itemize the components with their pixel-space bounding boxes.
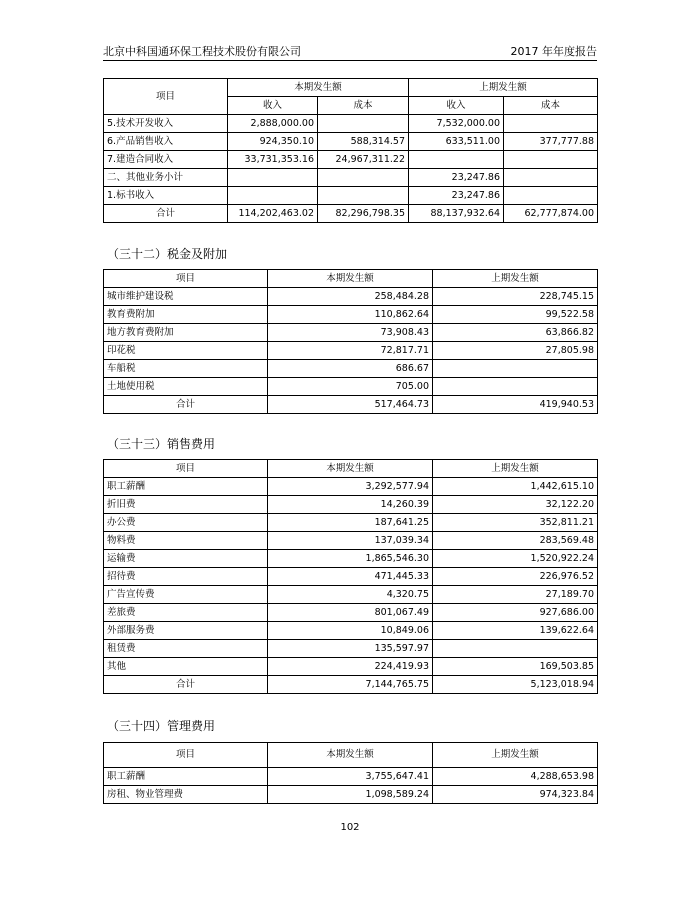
row-value-pri: 352,811.21 — [433, 514, 598, 532]
row-value-pri-cost — [504, 169, 598, 187]
total-label: 合计 — [104, 676, 268, 694]
col-header-current: 本期发生额 — [268, 743, 433, 768]
row-value-pri: 99,522.58 — [433, 306, 598, 324]
row-label: 物料费 — [104, 532, 268, 550]
table-row — [104, 550, 598, 568]
row-value-cur: 705.00 — [268, 378, 433, 396]
row-label: 地方教育费附加 — [104, 324, 268, 342]
table-row — [104, 622, 598, 640]
col-header-prior-income: 收入 — [409, 97, 504, 115]
row-value-pri-cost — [504, 115, 598, 133]
total-current-income: 114,202,463.02 — [228, 205, 318, 223]
header-divider — [103, 60, 597, 61]
col-header-item: 项目 — [104, 270, 268, 288]
row-value-cur-income: 33,731,353.16 — [228, 151, 318, 169]
row-label: 招待费 — [104, 568, 268, 586]
table-row — [104, 568, 598, 586]
row-label: 教育费附加 — [104, 306, 268, 324]
row-value-pri: 226,976.52 — [433, 568, 598, 586]
row-value-cur-cost: 24,967,311.22 — [318, 151, 409, 169]
row-label: 广告宣传费 — [104, 586, 268, 604]
row-value-pri: 1,520,922.24 — [433, 550, 598, 568]
table-row — [104, 288, 598, 306]
row-value-cur: 73,908.43 — [268, 324, 433, 342]
row-label: 其他 — [104, 658, 268, 676]
row-value-cur: 135,597.97 — [268, 640, 433, 658]
row-label: 租赁费 — [104, 640, 268, 658]
row-label: 二、其他业务小计 — [104, 169, 228, 187]
row-label: 外部服务费 — [104, 622, 268, 640]
row-value-pri: 4,288,653.98 — [433, 768, 598, 786]
row-label: 职工薪酬 — [104, 478, 268, 496]
row-label: 印花税 — [104, 342, 268, 360]
row-value-pri — [433, 360, 598, 378]
row-label: 6.产品销售收入 — [104, 133, 228, 151]
total-prior: 5,123,018.94 — [433, 676, 598, 694]
table-row — [104, 786, 598, 804]
table-row — [104, 306, 598, 324]
row-value-pri: 974,323.84 — [433, 786, 598, 804]
row-value-cur: 4,320.75 — [268, 586, 433, 604]
row-value-pri-cost — [504, 187, 598, 205]
col-header-prior-cost: 成本 — [504, 97, 598, 115]
row-value-cur-cost — [318, 169, 409, 187]
row-value-cur: 1,865,546.30 — [268, 550, 433, 568]
row-value-cur: 224,419.93 — [268, 658, 433, 676]
row-value-cur: 187,641.25 — [268, 514, 433, 532]
table-body — [104, 768, 598, 804]
total-prior-income: 88,137,932.64 — [409, 205, 504, 223]
table-row — [104, 360, 598, 378]
row-value-cur-cost — [318, 115, 409, 133]
table-row — [104, 187, 598, 205]
col-header-current: 本期发生额 — [268, 270, 433, 288]
row-value-pri: 1,442,615.10 — [433, 478, 598, 496]
admin-expenses-table — [103, 742, 598, 804]
table-row — [104, 115, 598, 133]
row-value-cur-cost: 588,314.57 — [318, 133, 409, 151]
table-row — [104, 640, 598, 658]
table-body — [104, 115, 598, 205]
row-value-cur-income — [228, 169, 318, 187]
row-value-pri — [433, 640, 598, 658]
total-label: 合计 — [104, 396, 268, 414]
row-value-cur-income — [228, 187, 318, 205]
row-label: 办公费 — [104, 514, 268, 532]
page-header — [103, 43, 597, 59]
row-value-cur-income: 2,888,000.00 — [228, 115, 318, 133]
col-header-item: 项目 — [104, 79, 228, 115]
row-value-cur: 10,849.06 — [268, 622, 433, 640]
row-value-pri: 228,745.15 — [433, 288, 598, 306]
row-value-pri-income: 23,247.86 — [409, 169, 504, 187]
row-value-pri: 27,805.98 — [433, 342, 598, 360]
row-value-cur: 110,862.64 — [268, 306, 433, 324]
table-total-row — [104, 676, 598, 694]
table-header-row — [104, 460, 598, 478]
col-header-current: 本期发生额 — [228, 79, 409, 97]
row-value-cur: 258,484.28 — [268, 288, 433, 306]
row-value-pri-cost — [504, 151, 598, 169]
row-value-cur: 137,039.34 — [268, 532, 433, 550]
col-header-prior: 上期发生额 — [409, 79, 598, 97]
row-value-pri-income: 23,247.86 — [409, 187, 504, 205]
table-body — [104, 478, 598, 676]
row-value-pri — [433, 378, 598, 396]
col-header-prior: 上期发生额 — [433, 460, 598, 478]
col-header-prior: 上期发生额 — [433, 743, 598, 768]
row-value-cur: 686.67 — [268, 360, 433, 378]
report-title: 2017 年年度报告 — [510, 45, 597, 58]
row-label: 房租、物业管理费 — [104, 786, 268, 804]
col-header-item: 项目 — [104, 460, 268, 478]
total-current-cost: 82,296,798.35 — [318, 205, 409, 223]
row-value-pri-cost: 377,777.88 — [504, 133, 598, 151]
row-label: 车船税 — [104, 360, 268, 378]
total-prior: 419,940.53 — [433, 396, 598, 414]
table-row — [104, 514, 598, 532]
row-label: 运输费 — [104, 550, 268, 568]
table-row — [104, 532, 598, 550]
section-title-taxes: （三十二）税金及附加 — [107, 247, 228, 261]
table-row — [104, 768, 598, 786]
total-current: 517,464.73 — [268, 396, 433, 414]
section-title-admin-expenses: （三十四）管理费用 — [107, 719, 216, 733]
total-prior-cost: 62,777,874.00 — [504, 205, 598, 223]
total-current: 7,144,765.75 — [268, 676, 433, 694]
taxes-table — [103, 269, 598, 414]
col-header-item: 项目 — [104, 743, 268, 768]
col-header-prior: 上期发生额 — [433, 270, 598, 288]
col-header-current-cost: 成本 — [318, 97, 409, 115]
row-value-cur: 471,445.33 — [268, 568, 433, 586]
row-value-cur: 801,067.49 — [268, 604, 433, 622]
table-row — [104, 496, 598, 514]
row-value-cur: 3,292,577.94 — [268, 478, 433, 496]
row-value-cur: 72,817.71 — [268, 342, 433, 360]
table-row — [104, 378, 598, 396]
row-value-pri-income: 7,532,000.00 — [409, 115, 504, 133]
table-row — [104, 169, 598, 187]
table-row — [104, 586, 598, 604]
selling-expenses-table — [103, 459, 598, 694]
table-row — [104, 324, 598, 342]
col-header-current: 本期发生额 — [268, 460, 433, 478]
section-title-selling-expenses: （三十三）销售费用 — [107, 437, 216, 451]
row-label: 5.技术开发收入 — [104, 115, 228, 133]
row-label: 土地使用税 — [104, 378, 268, 396]
row-label: 1.标书收入 — [104, 187, 228, 205]
company-name: 北京中科国通环保工程技术股份有限公司 — [103, 45, 301, 58]
table-row — [104, 478, 598, 496]
table-row — [104, 658, 598, 676]
table-row — [104, 342, 598, 360]
revenue-cost-table — [103, 78, 598, 223]
row-value-pri: 139,622.64 — [433, 622, 598, 640]
row-label: 7.建造合同收入 — [104, 151, 228, 169]
row-value-pri: 32,122.20 — [433, 496, 598, 514]
row-value-pri: 283,569.48 — [433, 532, 598, 550]
row-value-pri-income — [409, 151, 504, 169]
page-number: 102 — [340, 822, 360, 833]
row-value-cur: 14,260.39 — [268, 496, 433, 514]
row-value-pri: 927,686.00 — [433, 604, 598, 622]
row-value-pri: 63,866.82 — [433, 324, 598, 342]
table-header-row — [104, 79, 598, 97]
total-label: 合计 — [104, 205, 228, 223]
row-value-cur-cost — [318, 187, 409, 205]
table-total-row — [104, 396, 598, 414]
row-value-pri: 27,189.70 — [433, 586, 598, 604]
table-row — [104, 151, 598, 169]
table-header-row — [104, 270, 598, 288]
row-value-pri: 169,503.85 — [433, 658, 598, 676]
row-label: 折旧费 — [104, 496, 268, 514]
table-row — [104, 604, 598, 622]
row-value-pri-income: 633,511.00 — [409, 133, 504, 151]
row-label: 差旅费 — [104, 604, 268, 622]
col-header-current-income: 收入 — [228, 97, 318, 115]
table-row — [104, 133, 598, 151]
row-label: 职工薪酬 — [104, 768, 268, 786]
table-header-row — [104, 743, 598, 768]
row-value-cur: 3,755,647.41 — [268, 768, 433, 786]
row-label: 城市维护建设税 — [104, 288, 268, 306]
row-value-cur: 1,098,589.24 — [268, 786, 433, 804]
table-total-row — [104, 205, 598, 223]
row-value-cur-income: 924,350.10 — [228, 133, 318, 151]
table-body — [104, 288, 598, 396]
